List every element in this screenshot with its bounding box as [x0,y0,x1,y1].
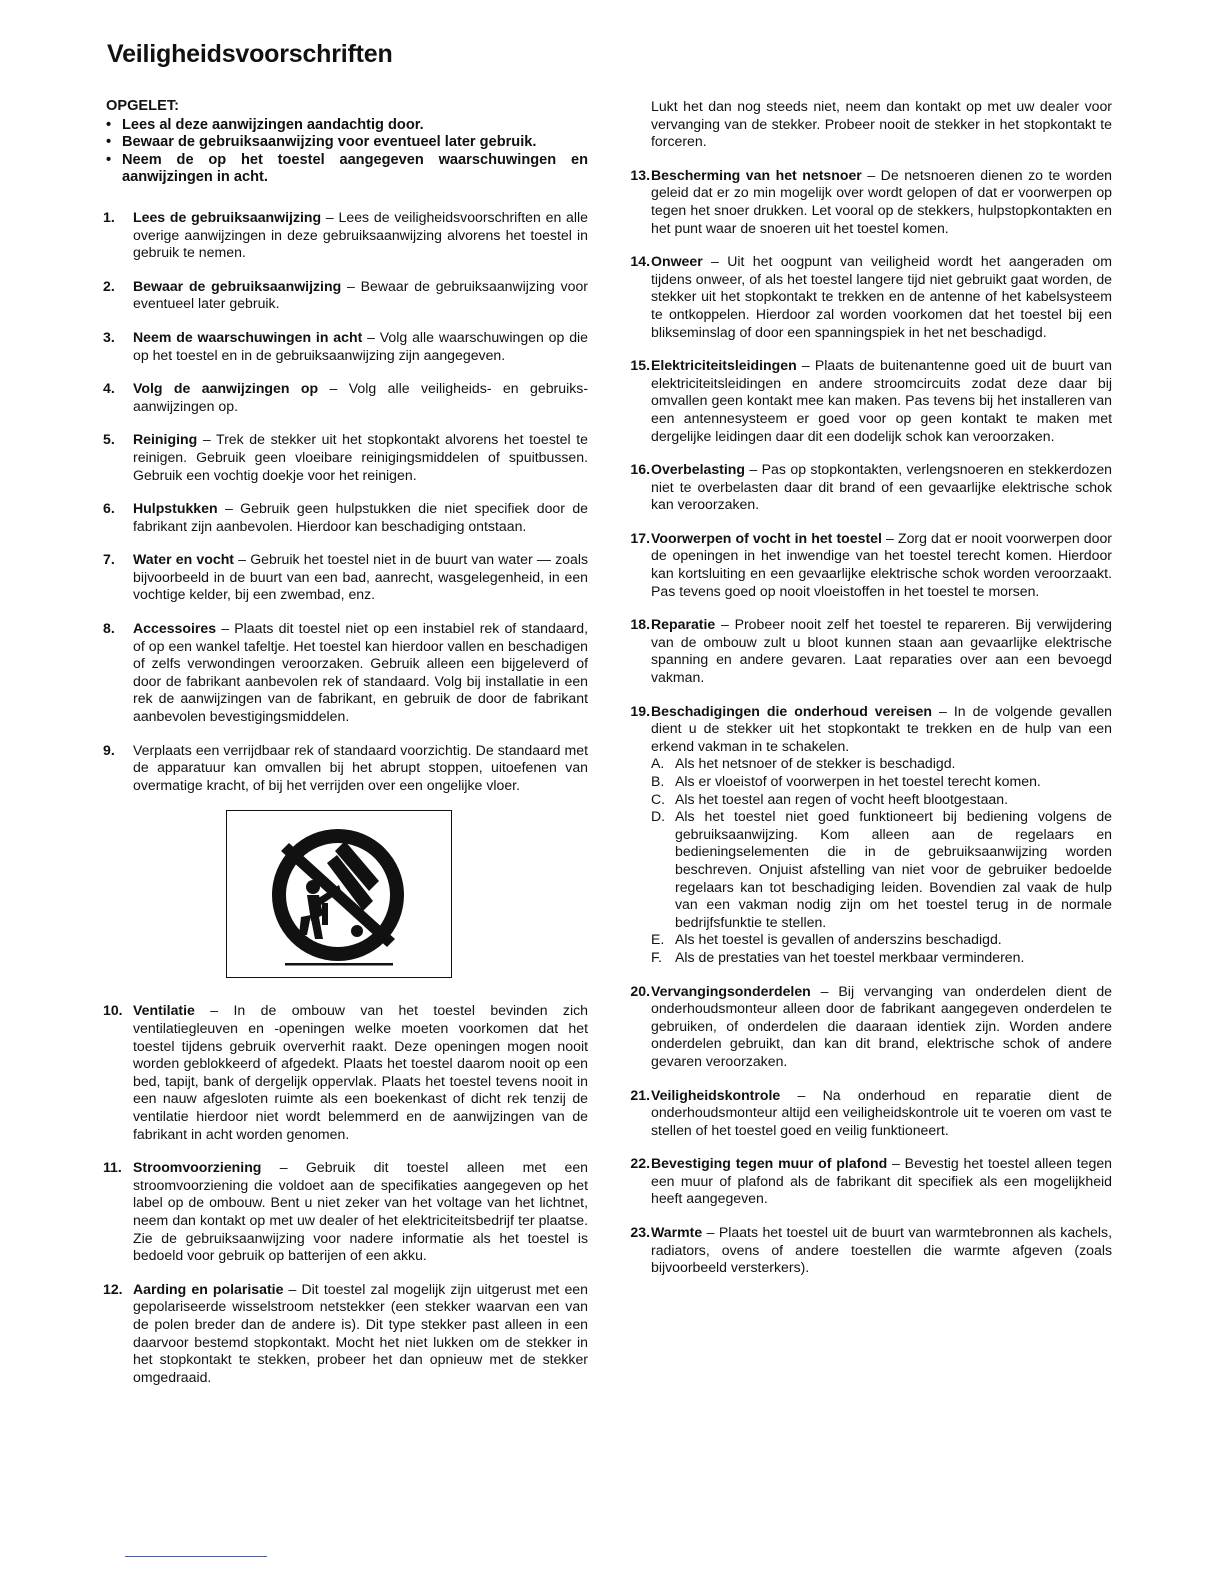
instruction-item [103,380,589,415]
instruction-item [103,328,589,364]
item-lead: Bescherming van het netsnoer [651,166,862,183]
item-lead: Volg de aanwijzingen op [133,380,319,397]
sub-letter: D. [651,808,666,825]
sub-letter: B. [651,773,665,789]
item-lead: Beschadigingen die onderhoud vereisen [651,702,933,719]
sub-letter: A. [651,755,665,772]
item-text: – Na onderhoud en reparatie dient de onderhoudsmonteur altijd een veiligheidskontrole uit te voeren om vast te stellen of het toestel goed en veilig funktioneert. [651,1086,1112,1138]
item-number: 3. [103,328,115,345]
item-number: 4. [103,380,115,397]
instruction-item [103,431,588,484]
sub-letter: C. [651,790,666,807]
item-text: – Plaats de buitenantenne goed uit de buurt van elektriciteitsleidingen en andere stroomcircuits zodat deze daar bij omvallen geen kontakt mee kan maken. Pas tevens bij het installeren van een antennesysteem er goed voor op geen kontakt te maken met dergelijke leidingen daar dit een dodelijk schok kan veroorzaken. [651,357,1112,444]
item-lead: Warmte [651,1224,703,1241]
item-number: 11. [103,1159,122,1176]
left-column [103,98,589,1402]
item-text: – Volg alle veiligheids- en gebruiksaanwijzingen op. [133,380,589,414]
item-lead: Onweer [651,253,703,270]
sub-text: Als het toestel niet goed funktioneert bij bediening volgens de gebruiksaanwijzing. Kom alleen aan de regelaars en bedieningselementen die in de gebruiksaanwijzing worden beschreven. Onjuist afstelling van niet voor de gebruiker bedoelde regelaars kan tot beschadiging leiden. Bovendien zal vaak de hulp van een vakman nodig zijn om het toestel terug in de normale bedrijfsfunktie te stellen. [675,808,1112,930]
right-column [624,98,1112,1293]
item-text: – Volg alle waarschuwingen op die op het toestel en in de gebruiksaanwijzing zijn aangegeven. [133,328,589,363]
instruction-item [624,253,1112,341]
page-title: Veiligheidsvoorschriften [107,40,393,68]
footer-divider [125,1556,267,1557]
item-text: – Plaats het toestel uit de buurt van warmtebronnen als kachels, radiators, ovens of andere toestellen die warmte afgeven (zoals bijvoorbeeld versterkers). [651,1224,1112,1276]
item-text: – Bewaar de gebruiksaanwijzing voor eventueel later gebruik. [133,277,589,312]
list-item [651,773,1112,791]
item-number: 21. [630,1086,650,1103]
item-text: – Zorg dat er nooit voorwerpen door de openingen in het inwendige van het toestel terecht komen. Hierdoor kan kortsluiting en een gevaarlijke elektrische schok worden veroorzaakt. Pas tevens goed op nooit vloeistoffen in het toestel te morsen. [651,529,1112,599]
item-lead: Reiniging [133,431,198,448]
item-number: 16. [630,461,650,478]
sub-letter: F. [651,948,662,965]
item-text: – De netsnoeren dienen zo te worden geleid dat er zo min mogelijk over wordt gelopen of dat er voorwerpen op tegen het snoer drukken. Let vooral op de stekkers, hulpstopkontakten en het punt waar de snoeren uit het toestel komen. [651,166,1112,236]
item-text: – Gebruik dit toestel alleen met een stroomvoorziening die voldoet aan de specifikaties aangegeven op het label op de ombouw. Bent u niet zeker van het voltage van het lichtnet, neem dan kontakt op met uw dealer of het elektriciteitsbedrijf ter plaatse. Zie de gebruiksaanwijzing voor nadere informatie als het toestel is bedoeld voor gebruik op batterijen of een akku. [133,1159,588,1264]
item-number: 19. [630,702,650,719]
instruction-item [103,1159,588,1265]
caution-bullet: • Bewaar de gebruiksaanwijzing voor eventueel later gebruik. [106,134,588,152]
item-lead: Bewaar de gebruiksaanwijzing [133,277,342,294]
instruction-item [624,1155,1112,1208]
item-number: 10. [103,1002,123,1019]
caution-heading: OPGELET: [106,98,179,114]
item-lead: Ventilatie [133,1002,195,1019]
item-text: – Uit het oogpunt van veiligheid wordt het aangeraden om tijdens onweer, of als het toestel langere tijd niet gebruikt gaat worden, de stekker uit het stopkontakt te trekken en de antenne of het kabelsysteem te ontkoppelen. Hierdoor zal worden voorkomen dat het toestel bij een blikseminslag of door een spanningspiek in het net beschadigd. [651,253,1112,340]
instruction-item [103,620,588,726]
item-lead: Veiligheidskontrole [651,1086,781,1103]
instruction-item [103,1002,588,1143]
instruction-item [624,530,1112,600]
sub-text: Als er vloeistof of voorwerpen in het toestel terecht komen. [675,773,1041,789]
item-number: 18. [630,616,650,633]
item-lead: Hulpstukken [133,500,218,517]
item-lead: Aarding en polarisatie [133,1280,284,1297]
item-text: – In de ombouw van het toestel bevinden zich ventilatiegleuven en -openingen welke moeten voorkomen dat het toestel tijdens gebruik oververhit raakt. Deze openingen mogen nooit worden geblokkeerd of afgedekt. Plaats het toestel daarom nooit op een bed, tapijt, bank of dergelijk oppervlak. Plaats het toestel tevens nooit in een nauw afgesloten ruimte als een boekenkast of dicht rek tenzij de ventilatie hierdoor niet wordt belemmerd en de aanwijzingen van de fabrikant in acht worden genomen. [133,1002,588,1142]
item-text: – Pas op stopkontakten, verlengsnoeren en stekkerdozen niet te overbelasten daar dit brand of een gevaarlijke elektrische schok kan veroorzaken. [651,461,1112,513]
item-lead: Lees de gebruiksaanwijzing [133,208,322,225]
item-text: – Gebruik het toestel niet in de buurt van water — zoals bijvoorbeeld in de buurt van een bad, aanrecht, wasgelegenheid, in een vochtige kelder, bij een zwembad, enz. [133,551,588,603]
instruction-item [624,616,1112,686]
caution-list [106,117,588,187]
item-lead: Vervangingsonderdelen [651,982,811,999]
item-lead: Voorwerpen of vocht in het toestel [651,529,882,546]
item-lead: Water en vocht [133,551,235,568]
item-number: 23. [630,1224,650,1241]
item-number: 20. [630,982,650,999]
item-text: – Bij vervanging van onderdelen dient de onderhoudsmonteur alleen door de fabrikant aangegeven onderdelen te gebruiken, of onderdelen die daaraan identiek zijn. Worden andere onderdelen gebruikt, dan kan dit brand, elektrische schok of andere gevaren veroorzaken. [651,982,1112,1069]
instruction-item [624,357,1112,445]
item-number: 2. [103,277,115,294]
instruction-item [103,208,588,262]
item-lead: Stroomvoorziening [133,1159,262,1176]
list-item [651,949,1112,967]
item-lead: Reparatie [651,616,716,633]
item-text: – Trek de stekker uit het stopkontakt alvorens het toestel te reinigen. Gebruik geen vloeibare reinigingsmiddelen of spuitbussen. Gebruik een vochtig doekje voor het reinigen. [133,431,588,483]
item-number: 15. [630,357,650,374]
item-number: 14. [630,253,650,270]
item-text: – Dit toestel zal mogelijk zijn uitgerust met een gepolariseerde wisselstroom netstekker (een stekker waarvan een van de polen breder dan de andere is). Dit type stekker past alleen in een daarvoor bestemd stopkontakt. Mocht het niet lukken om de stekker in het stopkontakt te stekken, probeer het dan opnieuw met de stekker omgedraaid. [133,1280,588,1385]
item-number: 1. [103,208,115,225]
list-item [651,931,1112,949]
sub-text: Als het netsnoer of de stekker is beschadigd. [675,755,956,772]
instruction-item [624,703,1112,967]
item-text: – Lees de veiligheidsvoorschriften en alle overige aanwijzingen in deze gebruiksaanwijzing alvorens het toestel in gebruik te nemen. [133,208,588,261]
list-item [651,808,1112,931]
item-number: 7. [103,551,115,568]
instruction-item [103,551,588,604]
item-lead: Elektriciteitsleidingen [651,357,797,374]
cart-warning-illustration [227,811,450,976]
item-lead: Bevestiging tegen muur of plafond [651,1155,888,1172]
cart-tip-over-warning-icon [226,810,452,978]
instruction-item [103,500,588,535]
item-text: – Probeer nooit zelf het toestel te repareren. Bij verwijdering van de ombouw zult u bloot kunnen staan aan gevaarlijke elektrische spanning en andere gevaren. Laat reparaties over aan een bevoegd vakman. [651,616,1112,686]
sub-text: Als het toestel aan regen of vocht heeft blootgestaan. [675,790,1008,807]
sub-text: Als de prestaties van het toestel merkbaar verminderen. [675,948,1025,965]
item-number: 6. [103,500,115,517]
list-item [651,755,1112,773]
instruction-item [624,1224,1112,1277]
item-text: – Bevestig het toestel alleen tegen een muur of plafond als de fabrikant dit specifiek als een mogelijkheid heeft aangegeven. [651,1155,1113,1207]
item-lead: Accessoires [133,620,217,637]
instruction-item [624,1087,1112,1140]
item-number: 12. [103,1280,123,1297]
item-number: 13. [630,166,650,183]
item-number: 8. [103,620,115,637]
item-number: 22. [630,1155,650,1172]
item-continuation: Lukt het dan nog steeds niet, neem dan kontakt op met uw dealer voor vervanging van de stekker. Probeer nooit de stekker in het stopkontakt te forceren. [651,98,1112,150]
item-text: – In de volgende gevallen dient u de stekker uit het stopkontakt te trekken en de hulp van een erkend vakman in te schakelen. [651,702,1112,754]
item-number: 9. [103,741,115,758]
instruction-item [103,1280,588,1387]
sub-text: Als het toestel is gevallen of anderszins beschadigd. [675,931,1002,948]
caution-bullet: • Neem de op het toestel aangegeven waarschuwingen en aanwijzingen in acht. [106,152,588,187]
instruction-item [103,277,589,313]
sub-letter: E. [651,931,665,948]
instruction-item [624,983,1112,1071]
item-text: Verplaats een verrijdbaar rek of standaard voorzichtig. De standaard met de apparatuur kan omvallen bij het abrupt stoppen, uitoefenen van overmatige kracht, of bij het verrijden over een ongelijke vloer. [133,741,588,793]
item-text: – Gebruik geen hulpstukken die niet specifiek door de fabrikant zijn aanbevolen. Hierdoor kan beschadiging ontstaan. [133,500,588,534]
damage-cases-list [651,755,1112,966]
item-lead: Neem de waarschuwingen in acht [133,328,363,345]
item-number: 5. [103,431,115,448]
instruction-item [624,167,1112,237]
instruction-item [103,741,588,795]
caution-bullet: • Lees al deze aanwijzingen aandachtig door. [106,117,588,135]
item-text: – Plaats dit toestel niet op een instabiel rek of standaard, of op een wankel tafeltje. Het toestel kan hierdoor vallen en beschadigen of zelfs verwondingen veroorzaken. Gebruik alleen een bijgeleverd of door de fabrikant aanbevolen rek of standaard. Volg bij installatie in een rek de aanwijzingen van de fabrikant, en gebruik de door de fabrikant aanbevolen bevestigingsmiddelen. [133,620,588,725]
item-lead: Overbelasting [651,461,745,478]
list-item [651,791,1112,809]
instruction-item [624,461,1112,514]
item-number: 17. [630,529,650,546]
